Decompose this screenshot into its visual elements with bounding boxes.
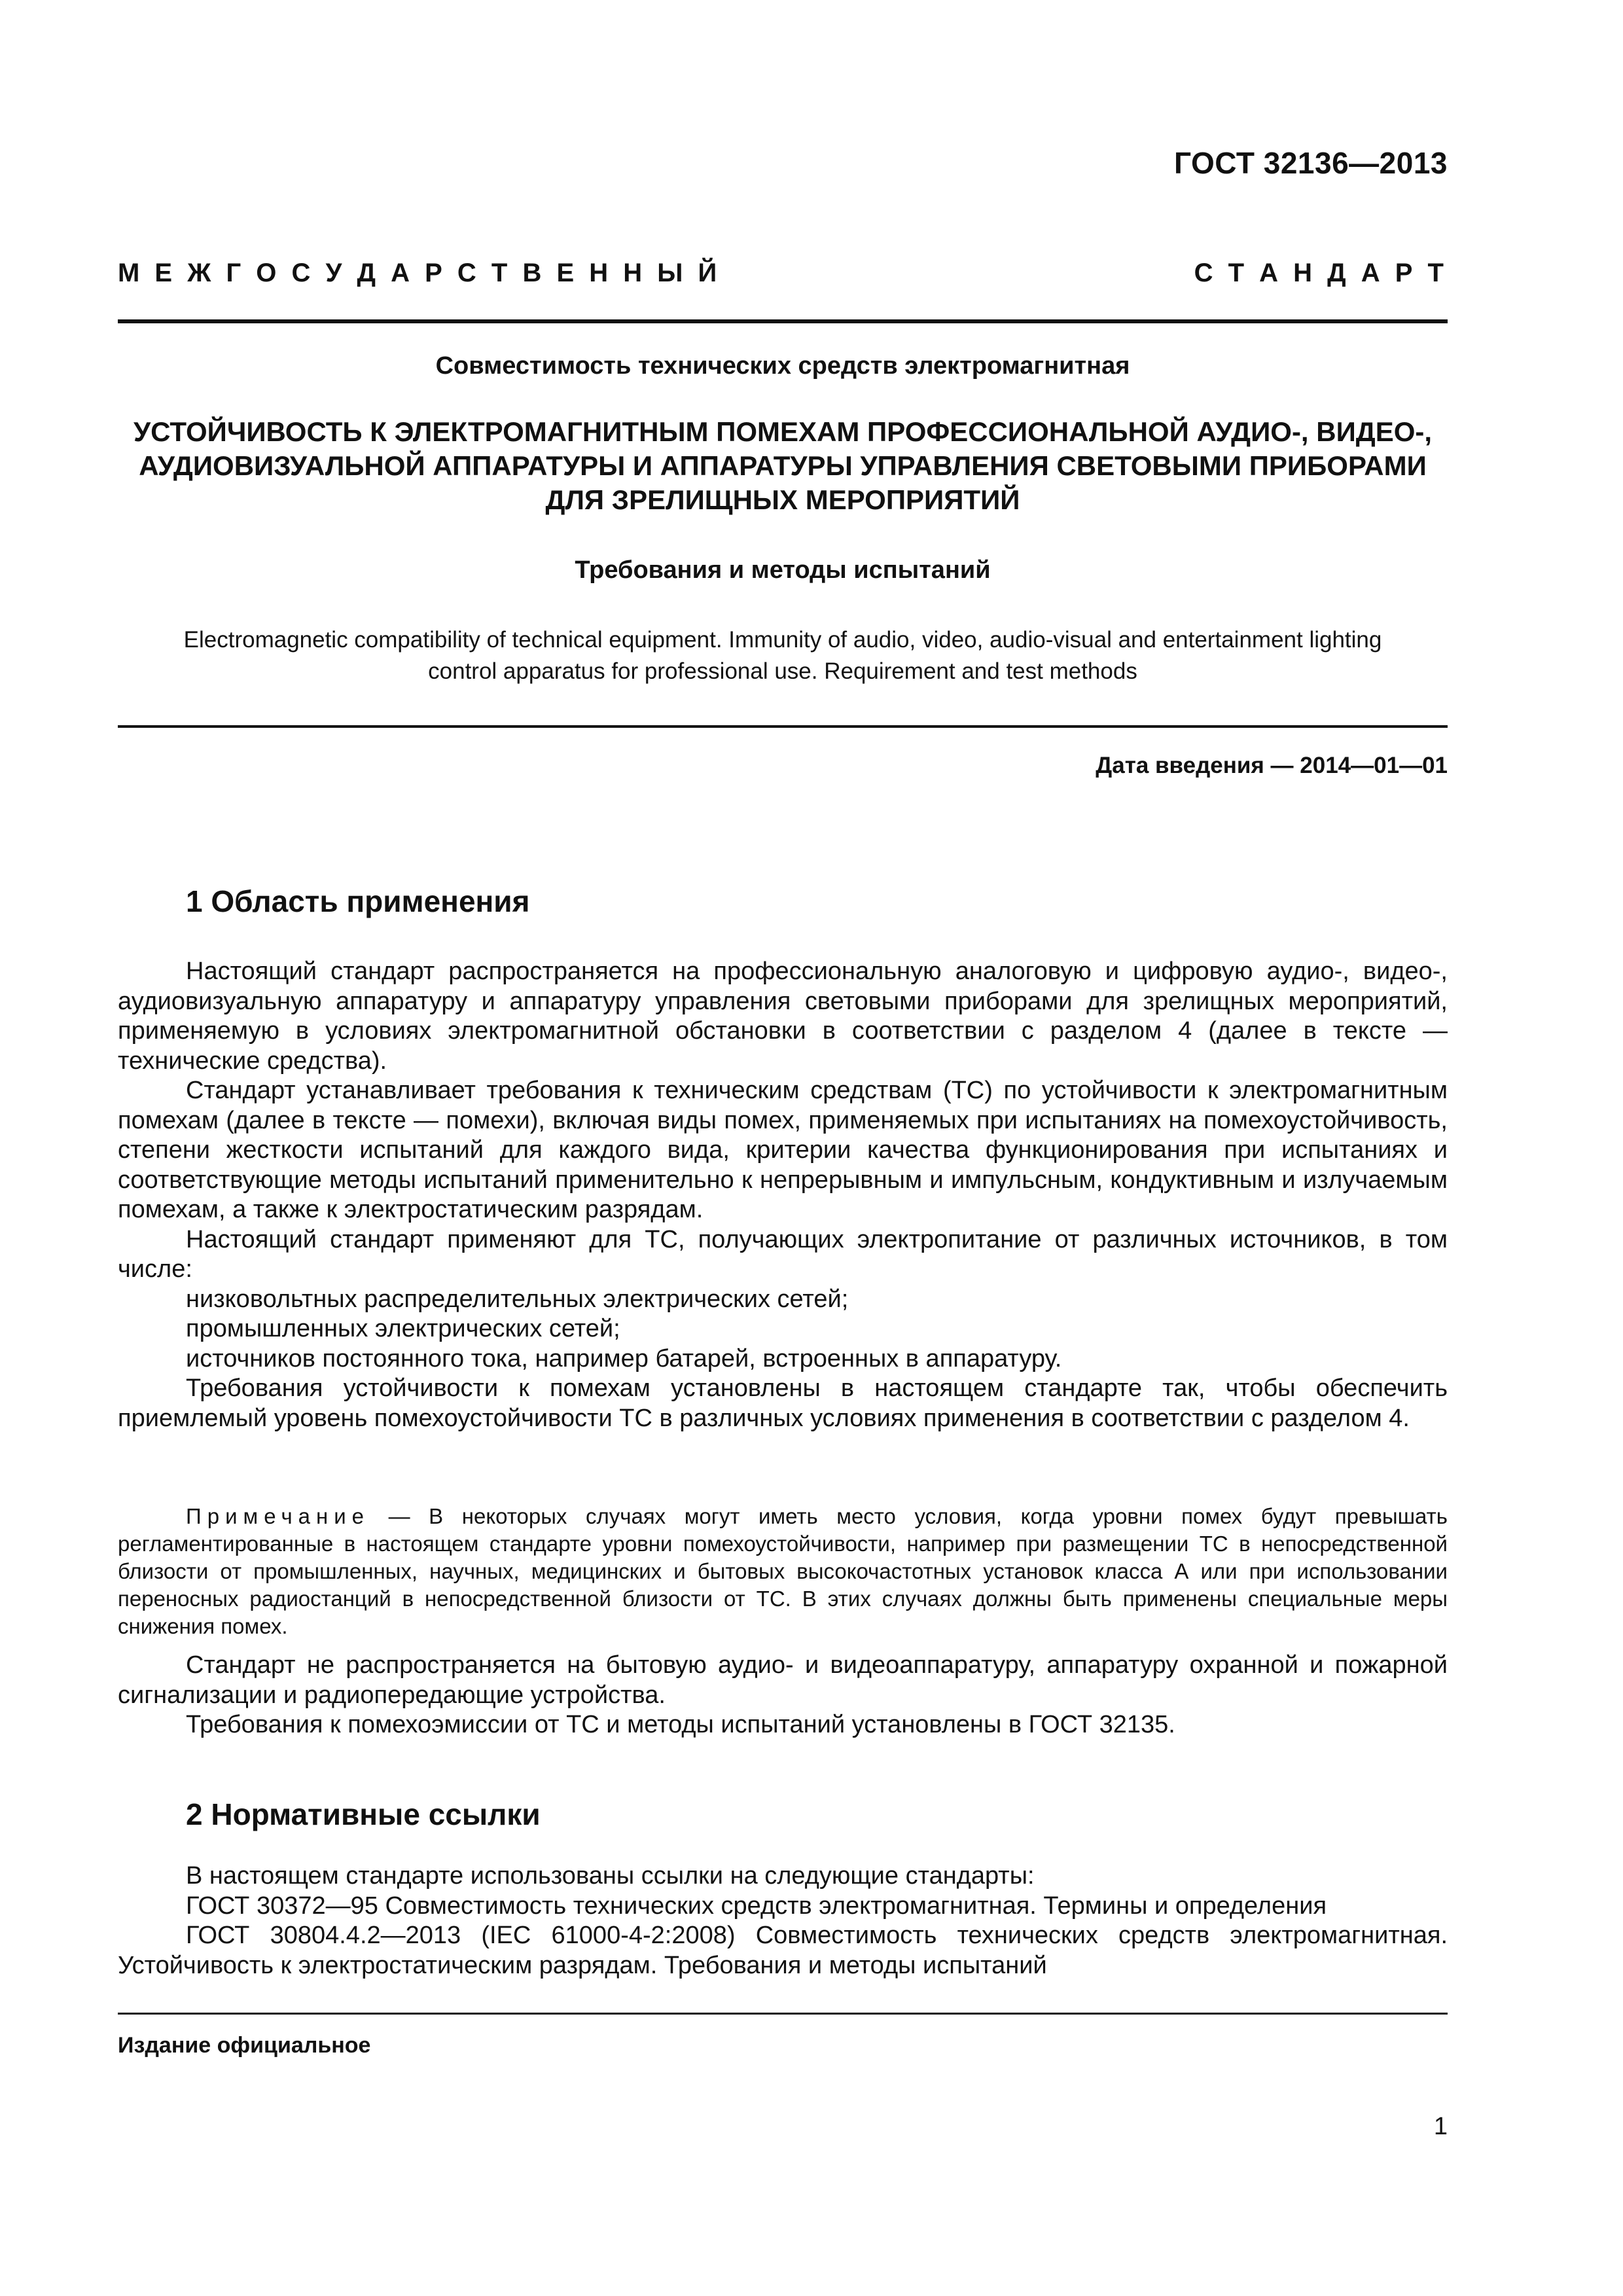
main-title-line: УСТОЙЧИВОСТЬ К ЭЛЕКТРОМАГНИТНЫМ ПОМЕХАМ ПРОФЕССИОНАЛЬНОЙ АУДИО-, ВИДЕО-, bbox=[133, 416, 1433, 447]
paragraph: Настоящий стандарт распространяется на профессиональную аналоговую и цифровую аудио-, видео-, аудиовизуальную аппаратуру и аппаратуру управления световыми приборами для зрелищных мероприятий, применяемую в условиях электромагнитной обстановки в соответствии с разделом 4 (далее в тексте — технические средства). bbox=[118, 958, 1448, 1075]
standard-type-word-1: М Е Ж Г О С У Д А Р С Т В Е Н Н Ы Й bbox=[118, 259, 721, 287]
title-rule bbox=[118, 725, 1448, 728]
section-2-body bbox=[118, 1861, 1448, 1981]
paragraph: Стандарт устанавливает требования к техническим средствам (ТС) по устойчивости к электромагнитным помехам (далее в тексте — помехи), включая виды помех, применяемых при испытаниях на помехоустойчивость, степени жесткости испытаний для каждого вида, критерии качества функционирования при испытаниях и соответствующие методы испытаний применительно к непрерывным и импульсным, кондуктивным и излучаемым помехам, а также к электростатическим разрядам. bbox=[118, 1077, 1448, 1223]
footer-rule bbox=[118, 2013, 1448, 2015]
standard-type-heading bbox=[118, 259, 1448, 288]
main-title bbox=[118, 415, 1448, 517]
standard-type-word-2: С Т А Н Д А Р Т bbox=[1194, 259, 1448, 287]
subtitle-bottom: Требования и методы испытаний bbox=[575, 556, 991, 584]
paragraph: Стандарт не распространяется на бытовую аудио- и видеоаппаратуру, аппаратуру охранной и пожарной сигнализации и радиопередающие устройства. bbox=[118, 1651, 1448, 1709]
list-item: низковольтных распределительных электрических сетей; bbox=[186, 1285, 849, 1313]
main-title-line: АУДИОВИЗУАЛЬНОЙ АППАРАТУРЫ И АППАРАТУРЫ УПРАВЛЕНИЯ СВЕТОВЫМИ ПРИБОРАМИ bbox=[139, 450, 1427, 481]
paragraph: Требования устойчивости к помехам установлены в настоящем стандарте так, чтобы обеспечить приемлемый уровень помехоустойчивости ТС в различных условиях применения в соответствии с разделом 4. bbox=[118, 1374, 1448, 1432]
section-2-heading: 2 Нормативные ссылки bbox=[186, 1797, 541, 1831]
note-paragraph bbox=[118, 1503, 1448, 1640]
document-number: ГОСТ 32136—2013 bbox=[1174, 146, 1448, 180]
main-title-line: ДЛЯ ЗРЕЛИЩНЫХ МЕРОПРИЯТИЙ bbox=[545, 484, 1020, 515]
header-rule bbox=[118, 319, 1448, 323]
section-1-heading: 1 Область применения bbox=[186, 884, 530, 918]
list-item: промышленных электрических сетей; bbox=[186, 1315, 620, 1342]
paragraph: В настоящем стандарте использованы ссылки на следующие стандарты: bbox=[186, 1862, 1035, 1890]
page-number: 1 bbox=[1433, 2113, 1448, 2140]
introduction-date: Дата введения — 2014—01—01 bbox=[1096, 753, 1448, 778]
paragraph: Настоящий стандарт применяют для ТС, получающих электропитание от различных источников, в том числе: bbox=[118, 1225, 1448, 1283]
note-block bbox=[118, 1503, 1448, 1640]
edition-label: Издание официальное bbox=[118, 2033, 371, 2058]
section-1-body-continued bbox=[118, 1651, 1448, 1740]
subtitle-top: Совместимость технических средств электромагнитная bbox=[435, 352, 1130, 380]
reference-item: ГОСТ 30372—95 Совместимость технических средств электромагнитная. Термины и определения bbox=[186, 1892, 1327, 1920]
reference-item: ГОСТ 30804.4.2—2013 (IEC 61000-4-2:2008) Совместимость технических средств электромагнитная. Устойчивость к электростатическим разрядам. Требования и методы испытаний bbox=[118, 1922, 1448, 1979]
section-1-body bbox=[118, 957, 1448, 1433]
english-title-line: control apparatus for professional use. Requirement and test methods bbox=[428, 658, 1137, 684]
note-label: Примечание bbox=[186, 1504, 370, 1528]
english-title-line: Electromagnetic compatibility of technical equipment. Immunity of audio, video, audio-visual and entertainment lighting bbox=[183, 627, 1382, 653]
note-text: — В некоторых случаях могут иметь место условия, когда уровни помех будут превышать регламентированные в настоящем стандарте уровни помехоустойчивости, например при размещении ТС в непосредственной близости от промышленных, научных, медицинских и бытовых высокочастотных установок класса А или при использовании переносных радиостанций в непосредственной близости от ТС. В этих случаях должны быть применены специальные меры снижения помех. bbox=[118, 1504, 1448, 1638]
paragraph: Требования к помехоэмиссии от ТС и методы испытаний установлены в ГОСТ 32135. bbox=[186, 1711, 1175, 1738]
list-item: источников постоянного тока, например батарей, встроенных в аппаратуру. bbox=[186, 1344, 1062, 1372]
english-title bbox=[118, 624, 1448, 687]
